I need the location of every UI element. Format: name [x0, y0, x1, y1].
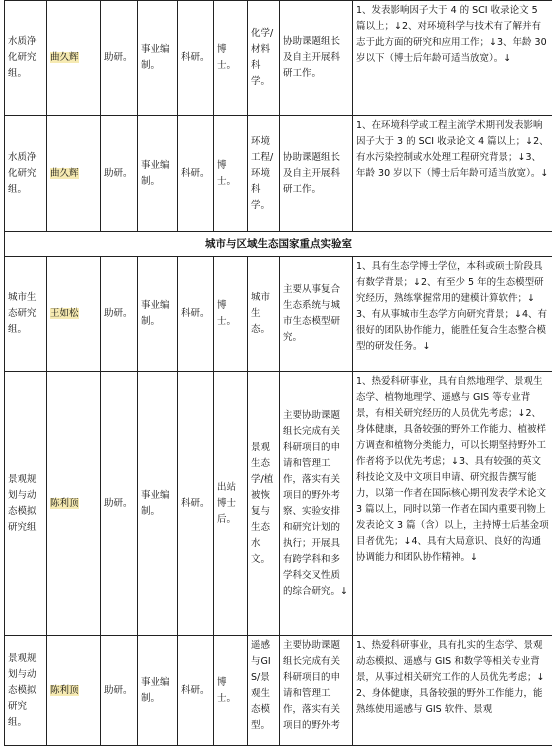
- table-row: [5, 372, 552, 636]
- name-cell: [47, 636, 101, 746]
- type-cell: 科研。: [178, 1, 214, 116]
- status-cell: 事业编制。: [138, 372, 178, 636]
- major-cell: 环境工程/环境科学。: [248, 116, 280, 232]
- status-cell: 事业编制。: [138, 1, 178, 116]
- degree-cell: 博士。: [214, 257, 248, 372]
- major-cell: 化学/材料科学。: [248, 1, 280, 116]
- type-cell: 科研。: [178, 257, 214, 372]
- name-cell: [47, 1, 101, 116]
- name-cell: [47, 257, 101, 372]
- name-text: 曲久辉: [50, 52, 79, 63]
- status-cell: 事业编制。: [138, 257, 178, 372]
- requirements-cell: 1、在环境科学或工程主流学术期刊发表影响因子大于 3 的 SCI 收录论文 4 篇以上；↓2、有水污染控制或水处理工程研究背景；↓3、年龄 30 岁以下（博士后年龄可适当放宽）。↓: [353, 116, 552, 232]
- degree-cell: 出站博士后。: [214, 372, 248, 636]
- table-row: [5, 116, 552, 232]
- post-cell: 助研。: [101, 372, 138, 636]
- requirements-cell: 1、具有生态学博士学位，本科或硕士阶段具有数学背景；↓2、有至少 5 年的生态模型研究经历，熟练掌握常用的建模计算软件；↓3、有从事城市生态学方向研究背景；↓4、有很好的团队协作能力，能胜任复合生态整合模型的研发任务。↓: [353, 257, 552, 372]
- post-cell: 助研。: [101, 636, 138, 746]
- degree-cell: 博士。: [214, 1, 248, 116]
- status-cell: 事业编制。: [138, 116, 178, 232]
- post-cell: 助研。: [101, 257, 138, 372]
- degree-cell: 博士。: [214, 116, 248, 232]
- major-cell: 城市生态。: [248, 257, 280, 372]
- name-text: 陈利顶: [50, 498, 79, 509]
- duty-cell: 主要协助课题组长完成有关科研项目的申请和管理工作，落实有关项目的野外考察、实验安排和研究计划的执行；开展具有跨学科和多学科交叉性质的综合研究。↓: [280, 372, 353, 636]
- degree-cell: 博士。: [214, 636, 248, 746]
- table-row: [5, 1, 552, 116]
- table-row: [5, 636, 552, 746]
- section-header-row: [5, 232, 552, 257]
- duty-cell: 主要协助课题组长完成有关科研项目的申请和管理工作，落实有关项目的野外考: [280, 636, 353, 746]
- type-cell: 科研。: [178, 116, 214, 232]
- post-cell: 助研。: [101, 116, 138, 232]
- table-row: [5, 257, 552, 372]
- dept-cell: 水质净化研究组。: [5, 116, 47, 232]
- name-text: 陈利顶: [50, 685, 79, 696]
- status-cell: 事业编制。: [138, 636, 178, 746]
- type-cell: 科研。: [178, 372, 214, 636]
- name-cell: [47, 116, 101, 232]
- dept-cell: 城市生态研究组。: [5, 257, 47, 372]
- requirements-cell: 1、热爱科研事业，具有自然地理学、景观生态学、植物地理学、遥感与 GIS 等专业背景，有相关研究经历的人员优先考虑；↓2、身体健康，具备较强的野外工作能力、植被样方调查和植物分类能力，可以长期坚持野外工作者将予以优先考虑；↓3、具有较强的英文科技论文及中文项目申请、研究报告撰写能力，以第一作者在国际核心期刊发表学术论文 3 篇以上，同时以第一作者在国内重要刊物上发表论文 3 篇（含）以上，主持博士后基金项目者优先；↓4、具有大局意识、良好的沟通协调能力和团队协作精神。↓: [353, 372, 552, 636]
- name-text: 王如松: [50, 308, 79, 319]
- dept-cell: 景观规划与动态模拟研究组: [5, 372, 47, 636]
- major-cell: 遥感与GIS/景观生态模型。: [248, 636, 280, 746]
- name-text: 曲久辉: [50, 168, 79, 179]
- major-cell: 景观生态学/植被恢复与生态水文。: [248, 372, 280, 636]
- name-cell: [47, 372, 101, 636]
- dept-cell: 景观规划与动态模拟研究组。: [5, 636, 47, 746]
- requirements-cell: 1、热爱科研事业，具有扎实的生态学、景观动态模拟、遥感与 GIS 和数学等相关专业背景，从事过相关研究工作的人员优先考虑；↓2、身体健康，具备较强的野外工作能力，能熟练使用遥感与 GIS 软件、景观: [353, 636, 552, 746]
- section-title: 城市与区域生态国家重点实验室: [5, 232, 552, 257]
- duty-cell: 协助课题组长及自主开展科研工作。: [280, 116, 353, 232]
- duty-cell: 协助课题组长及自主开展科研工作。: [280, 1, 353, 116]
- duty-cell: 主要从事复合生态系统与城市生态模型研究。: [280, 257, 353, 372]
- post-cell: 助研。: [101, 1, 138, 116]
- recruitment-table: [4, 0, 552, 746]
- dept-cell: 水质净化研究组。: [5, 1, 47, 116]
- requirements-cell: 1、发表影响因子大于 4 的 SCI 收录论文 5 篇以上；↓2、对环境科学与技术有了解并有志于此方面的研究和应用工作；↓3、年龄 30 岁以下（博士后年龄可适当放宽）。↓: [353, 1, 552, 116]
- type-cell: 科研。: [178, 636, 214, 746]
